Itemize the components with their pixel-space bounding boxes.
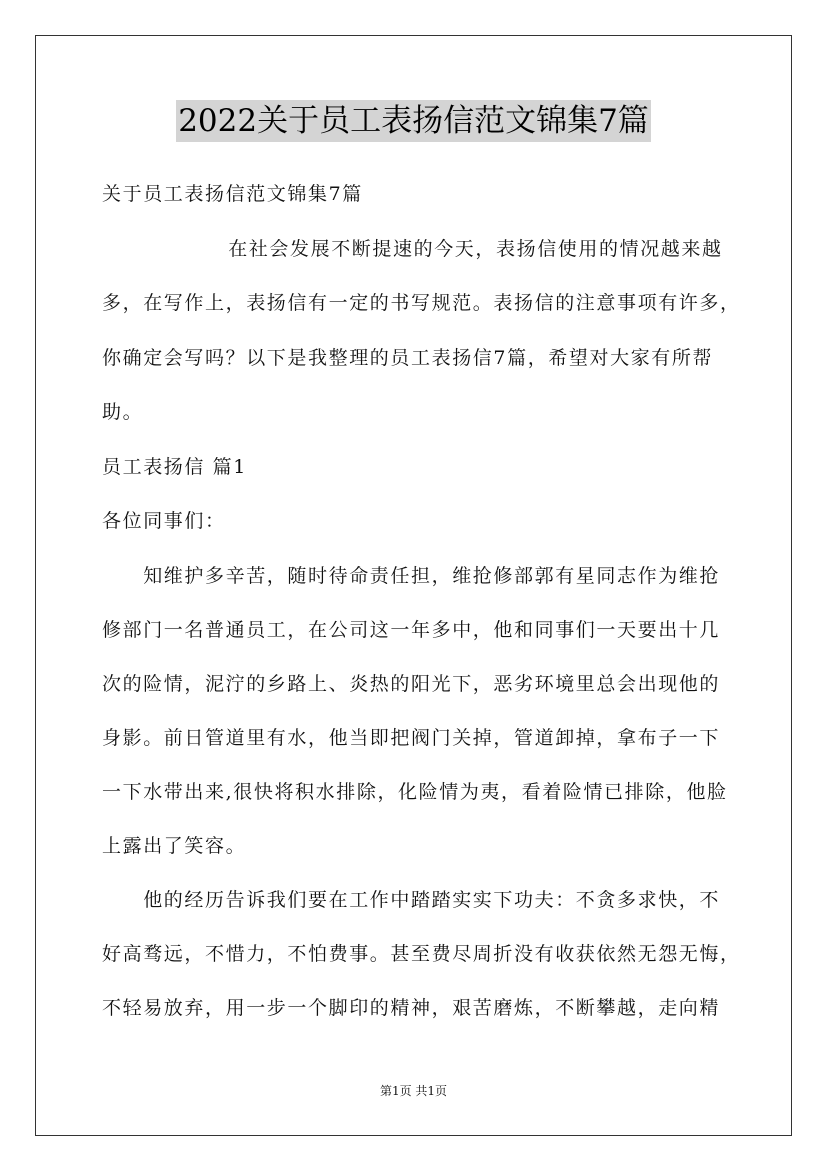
paragraph-line: 在社会发展不断提速的今天，表扬信使用的情况越来越 — [187, 238, 723, 260]
paragraph-line: 助。 — [102, 401, 144, 423]
paragraph-line: 一下水带出来,很快将积水排除，化险情为夷，看着险情已排除，他脸 — [102, 781, 728, 803]
document-title — [0, 100, 827, 142]
page-footer: 第1页 共1页 — [379, 1084, 448, 1098]
paragraph-line: 知维护多辛苦，随时待命责任担，维抢修部郭有星同志作为维抢 — [102, 565, 721, 587]
paragraph-line: 次的险情，泥泞的乡路上、炎热的阳光下，恶劣环境里总会出现他的 — [102, 673, 721, 695]
paragraph-line: 多，在写作上，表扬信有一定的书写规范。表扬信的注意事项有许多， — [102, 292, 741, 314]
document-subtitle: 关于员工表扬信范文锦集7篇 — [102, 183, 363, 205]
paragraph-line: 上露出了笑容。 — [102, 835, 247, 857]
paragraph-line: 修部门一名普通员工，在公司这一年多中，他和同事们一天要出十几 — [102, 619, 721, 641]
salutation: 各位同事们： — [102, 510, 226, 532]
section-heading: 员工表扬信 篇1 — [102, 456, 247, 478]
paragraph-line: 身影。前日管道里有水，他当即把阀门关掉，管道卸掉，拿布子一下 — [102, 727, 721, 749]
document-title-text: 2022关于员工表扬信范文锦集7篇 — [176, 100, 651, 142]
paragraph-line: 好高骛远，不惜力，不怕费事。甚至费尽周折没有收获依然无怨无悔， — [102, 943, 741, 965]
paragraph-line: 你确定会写吗？以下是我整理的员工表扬信7篇，希望对大家有所帮 — [102, 347, 714, 369]
paragraph-line: 他的经历告诉我们要在工作中踏踏实实下功夫：不贪多求快，不 — [102, 889, 721, 911]
paragraph-line: 不轻易放弃，用一步一个脚印的精神，艰苦磨炼，不断攀越，走向精 — [102, 997, 721, 1019]
